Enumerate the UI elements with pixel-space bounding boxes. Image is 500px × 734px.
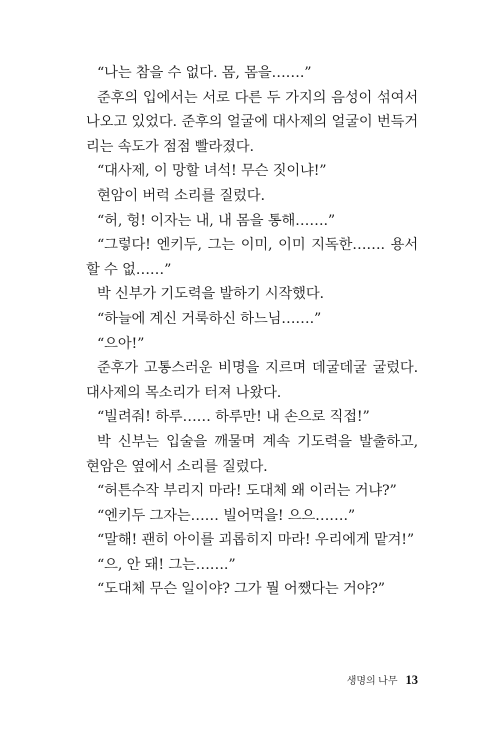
paragraph: 박 신부는 입술을 깨물며 계속 기도력을 발출하고, 현암은 옆에서 소리를 질렀다. (86, 433, 418, 475)
paragraph: “엔키두 그자는…… 빌어먹을! 으으…….” (97, 507, 356, 524)
paragraph: 준후의 입에서는 서로 다른 두 가지의 음성이 섞여서 나오고 있었다. 준후의 얼굴에 대사제의 얼굴이 번득거리는 속도가 점점 빨라졌다. (86, 89, 418, 155)
paragraph: “도대체 무슨 일이야? 그가 뭘 어쨌다는 거야?” (97, 581, 385, 598)
paragraph: “으아!” (97, 335, 145, 352)
paragraph: “허, 헝! 이자는 내, 내 몸을 통해…….” (97, 212, 336, 229)
body-text (86, 61, 418, 602)
paragraph: “으, 안 돼! 그는…….” (97, 556, 236, 573)
running-title: 생명의 나무 (346, 676, 398, 687)
paragraph: 준후가 고통스러운 비명을 지르며 데굴데굴 굴렀다. 대사제의 목소리가 터져 나왔다. (86, 360, 418, 401)
paragraph: “나는 참을 수 없다. 몸, 몸을…….” (97, 65, 312, 81)
paragraph: “그렇다! 엔키두, 그는 이미, 이미 지독한……. 용서할 수 없……” (86, 237, 418, 278)
page-footer (347, 672, 418, 688)
paragraph: “허튼수작 부리지 마라! 도대체 왜 이러는 거냐?” (97, 483, 397, 500)
paragraph: “말해! 괜히 아이를 괴롭히지 마라! 우리에게 맡겨!” (97, 532, 415, 549)
paragraph: 현암이 버럭 소리를 질렀다. (97, 187, 265, 204)
paragraph: 박 신부가 기도력을 발하기 시작했다. (97, 286, 324, 303)
paragraph: “하늘에 계신 거룩하신 하느님…….” (97, 310, 322, 327)
page-number: 13 (405, 673, 418, 687)
paragraph: “빌려줘! 하루…… 하루만! 내 손으로 직접!” (97, 409, 370, 426)
paragraph: “대사제, 이 망할 녀석! 무슨 짓이냐!” (97, 163, 327, 180)
